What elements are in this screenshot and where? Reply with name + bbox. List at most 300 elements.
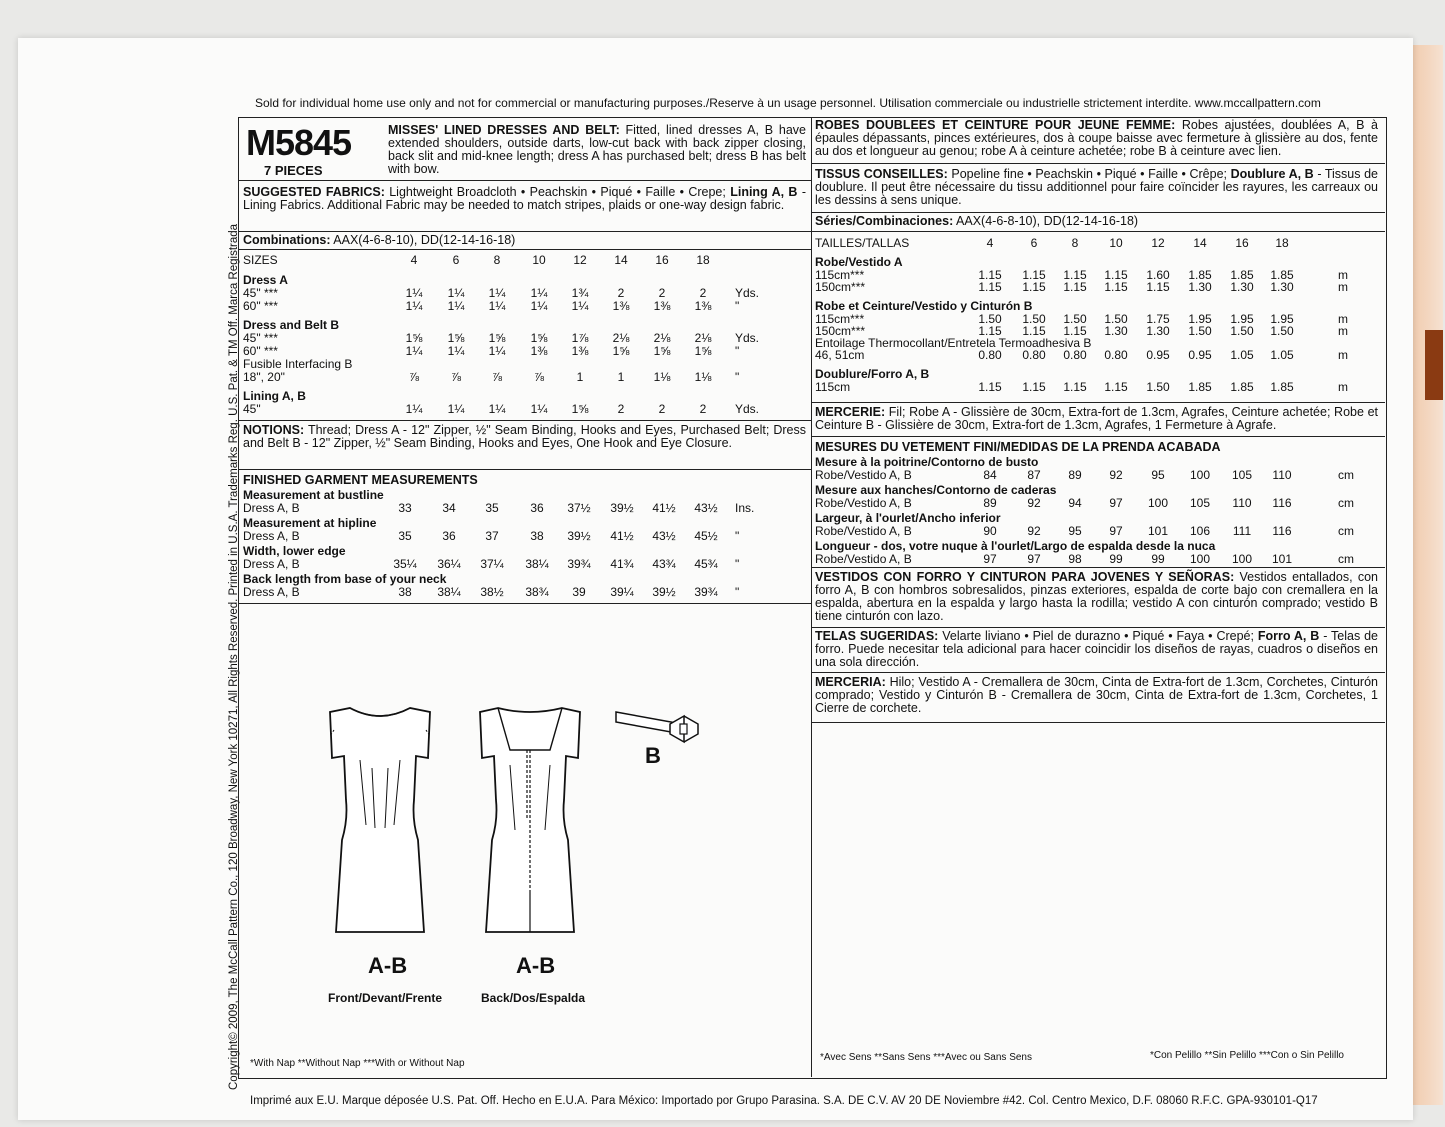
row-value: 1.15	[978, 324, 1002, 338]
row-value: ⅞	[533, 370, 544, 384]
table-row	[243, 529, 803, 542]
row-value: 1⅜	[694, 299, 712, 313]
row-value: 43¾	[652, 557, 676, 571]
row-value: 10	[1109, 236, 1123, 250]
table-row	[243, 557, 803, 570]
row-value: 1¼	[488, 344, 506, 358]
row-value: 1¼	[405, 286, 423, 300]
rule	[811, 627, 1385, 628]
row-label: Dress A	[243, 273, 288, 287]
row-value: 39½	[567, 529, 591, 543]
row-value: 1¼	[447, 402, 465, 416]
row-value: 16	[1235, 236, 1249, 250]
combinations-text: AAX(4-6-8-10), DD(12-14-16-18)	[333, 233, 516, 247]
column-divider	[811, 117, 812, 1077]
rule	[238, 180, 811, 181]
table-row	[815, 236, 1375, 249]
table-row	[243, 318, 803, 331]
row-value: 1.75	[1146, 312, 1170, 326]
row-label: 150cm***	[815, 280, 866, 294]
notions	[243, 424, 806, 450]
row-label: Dress A, B	[243, 501, 300, 515]
rule	[811, 231, 1385, 232]
row-value: 0.80	[1063, 348, 1087, 362]
row-value: 92	[1109, 468, 1123, 482]
table-row	[243, 516, 803, 529]
row-value: 1¼	[571, 299, 589, 313]
row-value: 39¾	[567, 557, 591, 571]
row-value: 111	[1232, 524, 1252, 538]
row-value: ⅞	[450, 370, 461, 384]
row-value: 1¾	[571, 286, 589, 300]
row-value: 1¼	[488, 402, 506, 416]
row-value: 101	[1147, 524, 1169, 538]
row-value: 1⅝	[488, 331, 506, 345]
row-unit: "	[735, 585, 740, 599]
front-view-caption: Front/Devant/Frente	[328, 991, 443, 1005]
doublure-label: Doublure A, B	[1230, 167, 1314, 181]
row-value: 36	[530, 501, 544, 515]
mercerie	[815, 406, 1378, 432]
row-value: 2	[699, 286, 707, 300]
row-value: 1.15	[1063, 380, 1087, 394]
series-text: AAX(4-6-8-10), DD(12-14-16-18)	[956, 214, 1139, 228]
row-value: 16	[655, 253, 669, 267]
row-value: 8	[1071, 236, 1079, 250]
row-value: 2⅛	[653, 331, 671, 345]
row-value: 33	[398, 501, 412, 515]
row-value: 100	[1231, 552, 1253, 566]
row-value: 43½	[694, 501, 718, 515]
row-value: 1.50	[978, 312, 1002, 326]
row-value: 1.50	[1104, 312, 1128, 326]
table-row	[243, 488, 803, 501]
tissus-conseilles	[815, 168, 1378, 207]
row-value: 2	[699, 402, 707, 416]
back-view-caption: Back/Dos/Espalda	[481, 991, 586, 1005]
row-value: 97	[983, 552, 997, 566]
row-label: 150cm***	[815, 324, 866, 338]
row-unit: "	[735, 370, 740, 384]
row-value: 12	[573, 253, 587, 267]
row-unit: cm	[1338, 552, 1354, 566]
row-value: 1⅝	[653, 344, 671, 358]
row-value: 14	[614, 253, 628, 267]
row-value: 2⅛	[694, 331, 712, 345]
table-row	[815, 280, 1375, 293]
row-value: 116	[1272, 524, 1292, 538]
table-row	[815, 483, 1375, 496]
row-value: 110	[1232, 496, 1252, 510]
rule	[811, 402, 1385, 403]
row-label: 60" ***	[243, 344, 278, 358]
row-label: 60" ***	[243, 299, 278, 313]
row-value: 38¼	[525, 557, 549, 571]
row-value: 99	[1109, 552, 1123, 566]
forro-label: Forro A, B	[1257, 629, 1320, 643]
rule	[811, 212, 1385, 213]
tissus-label: TISSUS CONSEILLES:	[815, 167, 948, 181]
row-value: 18	[696, 253, 710, 267]
row-value: 38¾	[525, 585, 549, 599]
row-label: Longueur - dos, votre nuque à l'ourlet/Largo de espalda desde la nuca	[815, 539, 1216, 553]
row-value: 1.15	[1104, 280, 1128, 294]
row-label: Measurement at hipline	[243, 516, 377, 530]
row-value: 0.80	[1104, 348, 1128, 362]
mesures-label: MESURES DU VETEMENT FINI/MEDIDAS DE LA PRENDA ACABADA	[815, 440, 1221, 454]
row-unit: m	[1338, 280, 1348, 294]
row-value: 39¾	[694, 585, 718, 599]
row-value: 1¼	[488, 286, 506, 300]
row-label: Mesure à la poitrine/Contorno de busto	[815, 455, 1039, 469]
row-value: 1⅝	[571, 402, 589, 416]
row-value: 1.15	[1063, 268, 1087, 282]
row-value: 12	[1151, 236, 1165, 250]
french-description-text: Robes ajustées, doublées A, B à épaules dépassants, pinces extérieures, dos à coupe baisse avec fermeture à glissière au dos, fente au dos et longueur au genou; robe A à ceinture achetée; robe B à ceinture avec lien.	[815, 118, 1378, 158]
row-value: 34	[442, 501, 456, 515]
rule	[811, 436, 1385, 437]
row-value: 0.95	[1188, 348, 1212, 362]
row-value: 97	[1109, 524, 1123, 538]
notions-text: Thread; Dress A - 12" Zipper, ½" Seam Binding, Hooks and Eyes, Purchased Belt; Dress and Belt B - 12" Zipper, ½" Seam Binding, Hooks and Eyes, One Hook and Eye Closure.	[243, 423, 807, 450]
row-label: Width, lower edge	[243, 544, 346, 558]
row-value: 1¼	[530, 299, 548, 313]
row-value: 41½	[652, 501, 676, 515]
row-value: 37	[485, 529, 499, 543]
row-value: 1¼	[405, 402, 423, 416]
row-value: 1⅝	[694, 344, 712, 358]
row-value: 1.05	[1230, 348, 1254, 362]
table-row	[243, 501, 803, 514]
back-view-illustration	[470, 690, 590, 950]
row-value: 1	[617, 370, 625, 384]
row-value: 1.95	[1270, 312, 1294, 326]
table-row	[815, 468, 1375, 481]
row-value: 105	[1231, 468, 1253, 482]
spanish-nap-note: *Con Pelillo **Sin Pelillo ***Con o Sin Pelillo	[1150, 1050, 1344, 1061]
table-row	[815, 348, 1375, 361]
telas-sugeridas	[815, 630, 1378, 669]
row-value: 1.15	[1104, 380, 1128, 394]
row-unit: m	[1338, 348, 1348, 362]
row-value: 45¾	[694, 557, 718, 571]
row-value: 1.85	[1270, 268, 1294, 282]
row-label: 115cm***	[815, 312, 865, 326]
row-unit: "	[735, 557, 740, 571]
row-value: 1.60	[1146, 268, 1170, 282]
row-value: 1.50	[1022, 312, 1046, 326]
rule	[238, 420, 811, 421]
row-value: 1.15	[1104, 268, 1128, 282]
row-value: 10	[532, 253, 546, 267]
row-value: 1.85	[1230, 268, 1254, 282]
spanish-description-text: Vestidos entallados, con forro A, B con hombros sobresalidos, pinzas exteriores, espalda de corte bajo con cremallera en la espalda, abertura en la espalda y largo hasta la rodilla; vestido A con cinturón comprado; vestido B tiene cinturón con lazo.	[815, 570, 1378, 623]
table-row	[815, 367, 1375, 380]
row-value: 2	[658, 286, 666, 300]
row-label: Dress A, B	[243, 585, 300, 599]
row-value: 92	[1027, 496, 1041, 510]
table-row	[815, 299, 1375, 312]
row-value: 1.30	[1230, 280, 1254, 294]
mercerie-text: Fil; Robe A - Glissière de 30cm, Extra-fort de 1.3cm, Agrafes, Ceinture achetée; Robe et Ceinture B - Glissière de 30cm, Extra-fort de 1.3cm, Agrafes, 1 Fermeture à Agrafe.	[815, 405, 1378, 432]
row-value: 35	[398, 529, 412, 543]
row-value: 1¼	[530, 402, 548, 416]
row-value: 1.85	[1270, 380, 1294, 394]
row-value: 100	[1147, 496, 1169, 510]
tape-mark	[1425, 330, 1443, 400]
row-value: 98	[1068, 552, 1082, 566]
table-row	[815, 552, 1375, 565]
row-value: 1⅜	[530, 344, 548, 358]
row-value: 1.50	[1188, 324, 1212, 338]
row-value: 116	[1272, 496, 1292, 510]
row-value: 37½	[567, 501, 591, 515]
row-value: 38	[530, 529, 544, 543]
row-label: Robe/Vestido A, B	[815, 552, 912, 566]
row-value: 2⅛	[612, 331, 630, 345]
row-value: 1¼	[405, 299, 423, 313]
doublure-text: - Tissus de doublure. Il peut être nécessaire du tissu additionnel pour faire coïncider les rayures, les carreaux ou les dessins à sens unique.	[815, 167, 1378, 207]
row-unit: cm	[1338, 524, 1354, 538]
row-label: Dress A, B	[243, 529, 300, 543]
row-value: 1.30	[1270, 280, 1294, 294]
row-value: 1.50	[1270, 324, 1294, 338]
row-value: 0.80	[978, 348, 1002, 362]
footer-import-notice: Imprimé aux E.U. Marque déposée U.S. Pat. Off. Hecho en E.U.A. Para México: Importado por Grupo Parasina. S.A. DE C.V. AV 20 DE Noviembre #42. Col. Centro Mexico, D.F. 08060 R.F.C. GPA-930101-Q17	[250, 1095, 1318, 1107]
row-value: 1.30	[1188, 280, 1212, 294]
row-value: 39	[572, 585, 586, 599]
row-value: 99	[1151, 552, 1165, 566]
row-unit: "	[735, 299, 740, 313]
row-label: Robe/Vestido A, B	[815, 524, 912, 538]
table-row	[243, 357, 803, 370]
row-value: 38½	[480, 585, 504, 599]
series-label: Séries/Combinaciones:	[815, 214, 954, 228]
row-label: 45" ***	[243, 286, 278, 300]
row-value: ⅞	[408, 370, 419, 384]
english-nap-note: *With Nap **Without Nap ***With or Without Nap	[250, 1058, 465, 1069]
table-row	[815, 539, 1375, 552]
belt-illustration	[612, 702, 702, 746]
table-row	[243, 585, 803, 598]
row-value: 1.85	[1188, 268, 1212, 282]
front-view-illustration	[320, 690, 440, 950]
row-value: 4	[410, 253, 418, 267]
row-value: 1.15	[978, 280, 1002, 294]
english-description	[388, 124, 806, 176]
row-unit: "	[735, 529, 740, 543]
row-value: 1⅝	[405, 331, 423, 345]
table-row	[243, 572, 803, 585]
row-value: 1.15	[978, 268, 1002, 282]
row-value: 97	[1027, 552, 1041, 566]
row-value: 90	[983, 524, 997, 538]
row-label: 45" ***	[243, 331, 278, 345]
rule	[238, 249, 811, 250]
row-value: 1.15	[1022, 380, 1046, 394]
rule	[238, 469, 811, 470]
row-value: 2	[617, 402, 625, 416]
row-unit: Ins.	[735, 501, 755, 515]
mercerie-label: MERCERIE:	[815, 405, 886, 419]
french-nap-note: *Avec Sens **Sans Sens ***Avec ou Sans Sens	[820, 1052, 1032, 1063]
row-unit: m	[1338, 380, 1348, 394]
row-value: 95	[1068, 524, 1082, 538]
row-value: 1⅛	[694, 370, 712, 384]
row-value: 1.15	[1063, 280, 1087, 294]
row-unit: m	[1338, 268, 1348, 282]
table-row	[815, 524, 1375, 537]
row-unit: Yds.	[735, 331, 760, 345]
row-label: 115cm***	[815, 268, 865, 282]
row-label: 115cm	[815, 380, 851, 394]
row-value: 1.15	[1022, 268, 1046, 282]
row-value: 100	[1189, 468, 1211, 482]
row-label: 18", 20"	[243, 370, 285, 384]
row-label: Entoilage Thermocollant/Entretela Termoadhesiva B	[815, 336, 1092, 350]
row-value: 1.30	[1104, 324, 1128, 338]
row-unit: "	[735, 344, 740, 358]
row-value: 1¼	[447, 286, 465, 300]
table-row	[243, 344, 803, 357]
rule	[238, 231, 811, 232]
row-label: Robe/Vestido A, B	[815, 468, 912, 482]
row-value: 101	[1271, 552, 1293, 566]
row-value: 84	[983, 468, 997, 482]
telas-text: Velarte liviano • Piel de durazno • Piqué • Faya • Crepé;	[942, 629, 1254, 643]
row-value: 1.30	[1146, 324, 1170, 338]
rule	[811, 722, 1385, 723]
row-value: 1.50	[1230, 324, 1254, 338]
english-title: MISSES' LINED DRESSES AND BELT:	[388, 123, 620, 137]
row-value: 1.05	[1270, 348, 1294, 362]
pattern-pieces: 7 PIECES	[264, 163, 323, 178]
row-unit: Yds.	[735, 402, 760, 416]
row-value: 1⅛	[653, 370, 671, 384]
rule	[811, 672, 1385, 673]
top-notice: Sold for individual home use only and not for commercial or manufacturing purposes./Reserve à un usage personnel. Utilisation commerciale ou industrielle strictement interdite. www.mccallpattern.com	[255, 96, 1321, 110]
row-value: 4	[986, 236, 994, 250]
table-row	[815, 255, 1375, 268]
row-value: 37¼	[480, 557, 504, 571]
row-value: 39¼	[610, 585, 634, 599]
suggested-fabrics	[243, 186, 806, 212]
row-value: 1.85	[1230, 380, 1254, 394]
row-value: 94	[1068, 496, 1082, 510]
table-row	[815, 496, 1375, 509]
row-value: 1⅝	[612, 344, 630, 358]
rule	[811, 163, 1385, 164]
row-label: Largeur, à l'ourlet/Ancho inferior	[815, 511, 1001, 525]
merceria	[815, 676, 1378, 715]
row-value: 1¼	[405, 344, 423, 358]
row-value: 0.95	[1146, 348, 1170, 362]
row-value: 36	[442, 529, 456, 543]
table-row	[243, 370, 803, 383]
series	[815, 215, 1138, 228]
row-value: 1	[576, 370, 584, 384]
rule	[238, 603, 811, 604]
row-value: 1¼	[447, 299, 465, 313]
row-value: 1.85	[1188, 380, 1212, 394]
row-value: 87	[1027, 468, 1041, 482]
row-label: Measurement at bustline	[243, 488, 384, 502]
row-value: 1.50	[1063, 312, 1087, 326]
row-value: 2	[617, 286, 625, 300]
row-value: 97	[1109, 496, 1123, 510]
row-label: Fusible Interfacing B	[243, 357, 353, 371]
row-value: 1⅝	[530, 331, 548, 345]
row-value: 6	[1030, 236, 1038, 250]
english-description-text: Fitted, lined dresses A, B have extended shoulders, outside darts, low-cut back with back zipper closing, back slit and mid-knee length; dress A has purchased belt; dress B has belt with bow.	[388, 123, 806, 176]
merceria-text: Hilo; Vestido A - Cremallera de 30cm, Cinta de Extra-fort de 1.3cm, Corchetes, Cinturón comprado; Vestido y Cinturón B - Cremallera de 30cm, Cinta de Extra-fort de 1.3cm, Corchetes, 1 Cierre de corchete.	[815, 675, 1378, 715]
spanish-title: VESTIDOS CON FORRO Y CINTURON PARA JOVENES Y SEÑORAS:	[815, 570, 1235, 584]
row-value: 1¼	[447, 344, 465, 358]
row-value: 89	[983, 496, 997, 510]
forro-text: - Telas de forro. Puede necesitar tela adicional para hacer coincidir los diseños de rayas, cuadros o diseños en una sola dirección.	[815, 629, 1378, 669]
row-value: 1⅜	[571, 344, 589, 358]
row-value: 6	[452, 253, 460, 267]
table-row	[815, 455, 1375, 468]
row-value: 1.95	[1188, 312, 1212, 326]
row-label: Dress and Belt B	[243, 318, 340, 332]
row-value: 1¼	[530, 286, 548, 300]
table-row	[243, 389, 803, 402]
row-value: 100	[1189, 552, 1211, 566]
lining-label: Lining A, B	[730, 185, 798, 199]
french-description	[815, 119, 1378, 158]
table-row	[243, 299, 803, 312]
row-value: 110	[1272, 468, 1292, 482]
belt-code: B	[645, 743, 661, 768]
row-value: 39½	[652, 585, 676, 599]
row-unit: m	[1338, 312, 1348, 326]
row-label: Mesure aux hanches/Contorno de caderas	[815, 483, 1057, 497]
row-value: 14	[1193, 236, 1207, 250]
row-value: 106	[1189, 524, 1211, 538]
row-value: 45½	[694, 529, 718, 543]
row-value: 1⅜	[612, 299, 630, 313]
row-label: Dress A, B	[243, 557, 300, 571]
row-value: 95	[1151, 468, 1165, 482]
row-value: 0.80	[1022, 348, 1046, 362]
row-value: 35	[485, 501, 499, 515]
telas-label: TELAS SUGERIDAS:	[815, 629, 939, 643]
table-row	[243, 331, 803, 344]
table-row	[243, 544, 803, 557]
row-label: Robe/Vestido A	[815, 255, 903, 269]
pattern-number: M5845	[246, 122, 352, 163]
notions-label: NOTIONS:	[243, 423, 305, 437]
row-label: Doublure/Forro A, B	[815, 367, 930, 381]
merceria-label: MERCERIA:	[815, 675, 886, 689]
finished-measurements-label: FINISHED GARMENT MEASUREMENTS	[243, 473, 478, 487]
row-value: 1⅞	[571, 331, 589, 345]
table-row	[243, 253, 803, 266]
row-label: TAILLES/TALLAS	[815, 236, 910, 250]
row-value: 36¼	[437, 557, 461, 571]
row-unit: cm	[1338, 468, 1354, 482]
row-value: 2	[658, 402, 666, 416]
combinations-label: Combinations:	[243, 233, 331, 247]
row-value: 39½	[610, 501, 634, 515]
row-value: 1⅝	[447, 331, 465, 345]
table-row	[815, 511, 1375, 524]
row-unit: cm	[1338, 496, 1354, 510]
row-label: Lining A, B	[243, 389, 306, 403]
spanish-description	[815, 571, 1378, 623]
row-value: ⅞	[491, 370, 502, 384]
